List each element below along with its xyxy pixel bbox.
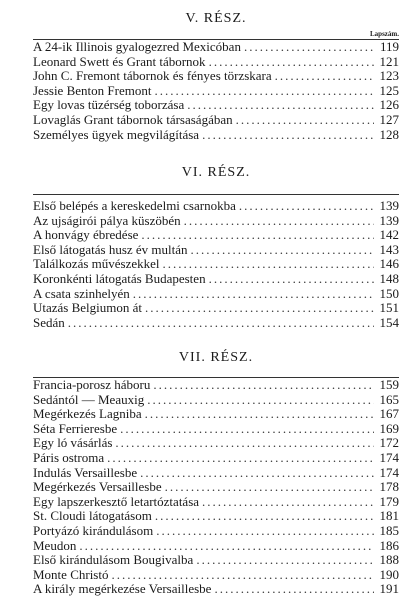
entry-page: 179 <box>379 494 399 509</box>
entry-page: 165 <box>379 392 399 407</box>
section-heading: VII. RÉSZ. <box>178 350 254 365</box>
entry-title: Sedántól — Meauxig <box>33 392 145 407</box>
leader-dots <box>68 316 374 331</box>
entry-page: 190 <box>379 567 399 582</box>
entry-title: Találkozás művészekkel <box>33 257 160 272</box>
entry-title: Első belépés a kereskedelmi csarnokba <box>33 199 236 213</box>
entry-page: 139 <box>379 199 399 213</box>
entry-title: Monte Christó <box>33 567 109 582</box>
entry-page: 186 <box>379 538 399 553</box>
toc-entry <box>33 128 399 143</box>
toc-list-section-vii <box>33 378 399 597</box>
entry-title: A csata szinhelyén <box>33 286 130 301</box>
leader-dots <box>209 272 374 287</box>
toc-entry <box>33 524 399 539</box>
entry-title: A honvágy ébredése <box>33 228 139 243</box>
entry-page: 142 <box>379 228 399 243</box>
entry-page: 174 <box>379 465 399 480</box>
leader-dots <box>156 524 374 539</box>
toc-page <box>33 0 399 614</box>
leader-dots <box>133 287 374 302</box>
leader-dots <box>120 422 374 437</box>
entry-title: Első kirándulásom Bougivalba <box>33 553 194 568</box>
entry-page: 146 <box>379 257 399 272</box>
leader-dots <box>163 257 374 272</box>
leader-dots <box>202 128 374 143</box>
entry-title: Páris ostroma <box>33 450 105 465</box>
entry-title: Koronkénti látogatás Budapesten <box>33 271 206 286</box>
leader-dots <box>244 40 374 55</box>
entry-page: 128 <box>379 127 399 142</box>
toc-entry <box>33 228 399 243</box>
entry-title: Meudon <box>33 538 77 553</box>
entry-title: Séta Ferrieresbe <box>33 421 118 436</box>
entry-page: 151 <box>379 301 399 316</box>
toc-entry <box>33 393 399 408</box>
entry-page: 143 <box>379 242 399 257</box>
entry-title: Személyes ügyek megvilágítása <box>33 127 200 142</box>
entry-title: Első látogatás husz év multán <box>33 242 188 257</box>
entry-title: St. Cloudi látogatásom <box>33 509 152 524</box>
leader-dots <box>140 466 374 481</box>
toc-entry <box>33 495 399 510</box>
leader-dots <box>187 98 374 113</box>
entry-page: 191 <box>379 582 399 597</box>
entry-title: Megérkezés Lagniba <box>33 407 142 422</box>
leader-dots <box>153 378 374 393</box>
toc-entry <box>33 40 399 55</box>
entry-title: A 24-ik Illinois gyalogezred Mexicóban <box>33 40 241 54</box>
toc-entry <box>33 539 399 554</box>
entry-title: Leonard Swett és Grant tábornok <box>33 54 206 69</box>
leader-dots <box>155 509 374 524</box>
toc-entry <box>33 257 399 272</box>
entry-page: 169 <box>379 421 399 436</box>
leader-dots <box>107 451 374 466</box>
entry-page: 126 <box>379 98 399 113</box>
section-heading: V. RÉSZ. <box>185 11 247 26</box>
entry-page: 172 <box>379 436 399 451</box>
entry-page: 123 <box>379 69 399 84</box>
leader-dots <box>184 214 374 229</box>
toc-entry <box>33 568 399 583</box>
leader-dots <box>145 301 374 316</box>
leader-dots <box>239 199 374 214</box>
toc-entry <box>33 301 399 316</box>
leader-dots <box>202 495 374 510</box>
section-divider <box>33 194 399 195</box>
page-number-label: Lapszám. <box>370 30 399 38</box>
toc-entry <box>33 316 399 331</box>
toc-entry <box>33 69 399 84</box>
toc-list-section-vi <box>33 199 399 330</box>
leader-dots <box>191 243 374 258</box>
toc-entry <box>33 55 399 70</box>
toc-entry <box>33 84 399 99</box>
entry-title: A király megérkezése Versaillesbe <box>33 582 212 597</box>
entry-title: Egy lovas tüzérség toborzása <box>33 98 185 113</box>
toc-entry <box>33 422 399 437</box>
entry-page: 119 <box>379 40 399 54</box>
entry-title: Indulás Versaillesbe <box>33 465 138 480</box>
toc-entry <box>33 407 399 422</box>
entry-page: 154 <box>379 315 399 330</box>
entry-title: Egy lapszerkesztő letartóztatása <box>33 494 200 509</box>
leader-dots <box>145 407 374 422</box>
leader-dots <box>196 553 374 568</box>
leader-dots <box>79 539 374 554</box>
toc-entry <box>33 287 399 302</box>
toc-entry <box>33 113 399 128</box>
entry-page: 185 <box>379 523 399 538</box>
toc-entry <box>33 509 399 524</box>
entry-page: 148 <box>379 271 399 286</box>
leader-dots <box>141 228 374 243</box>
leader-dots <box>165 480 374 495</box>
toc-entry <box>33 214 399 229</box>
entry-page: 121 <box>379 54 399 69</box>
leader-dots <box>111 568 374 583</box>
leader-dots <box>147 393 374 408</box>
toc-entry <box>33 272 399 287</box>
entry-title: Francia-porosz háboru <box>33 378 151 392</box>
entry-page: 127 <box>379 112 399 127</box>
leader-dots <box>236 113 374 128</box>
toc-entry <box>33 451 399 466</box>
toc-entry <box>33 243 399 258</box>
entry-title: John C. Fremont tábornok és fényes törzskara <box>33 69 272 84</box>
toc-entry <box>33 480 399 495</box>
entry-page: 178 <box>379 480 399 495</box>
toc-entry <box>33 582 399 597</box>
entry-page: 150 <box>379 286 399 301</box>
entry-page: 167 <box>379 407 399 422</box>
entry-title: Portyázó kirándulásom <box>33 523 154 538</box>
entry-title: Egy ló vásárlás <box>33 436 113 451</box>
entry-title: Megérkezés Versaillesbe <box>33 480 162 495</box>
toc-entry <box>33 98 399 113</box>
toc-entry <box>33 466 399 481</box>
entry-title: Jessie Benton Fremont <box>33 83 152 98</box>
leader-dots <box>275 69 374 84</box>
toc-entry <box>33 553 399 568</box>
entry-title: Az ujságirói pálya küszöbén <box>33 213 181 228</box>
leader-dots <box>209 55 374 70</box>
leader-dots <box>115 436 374 451</box>
leader-dots <box>214 582 374 597</box>
toc-entry <box>33 199 399 214</box>
entry-page: 139 <box>379 213 399 228</box>
entry-page: 125 <box>379 83 399 98</box>
leader-dots <box>154 84 374 99</box>
entry-title: Lovaglás Grant tábornok társaságában <box>33 112 233 127</box>
entry-title: Utazás Belgiumon át <box>33 301 143 316</box>
entry-page: 159 <box>379 378 399 392</box>
toc-entry <box>33 436 399 451</box>
entry-title: Sedán <box>33 315 65 330</box>
entry-page: 188 <box>379 553 399 568</box>
toc-entry <box>33 378 399 393</box>
toc-list-section-v <box>33 40 399 142</box>
entry-page: 181 <box>379 509 399 524</box>
section-heading: VI. RÉSZ. <box>181 165 251 180</box>
entry-page: 174 <box>379 450 399 465</box>
